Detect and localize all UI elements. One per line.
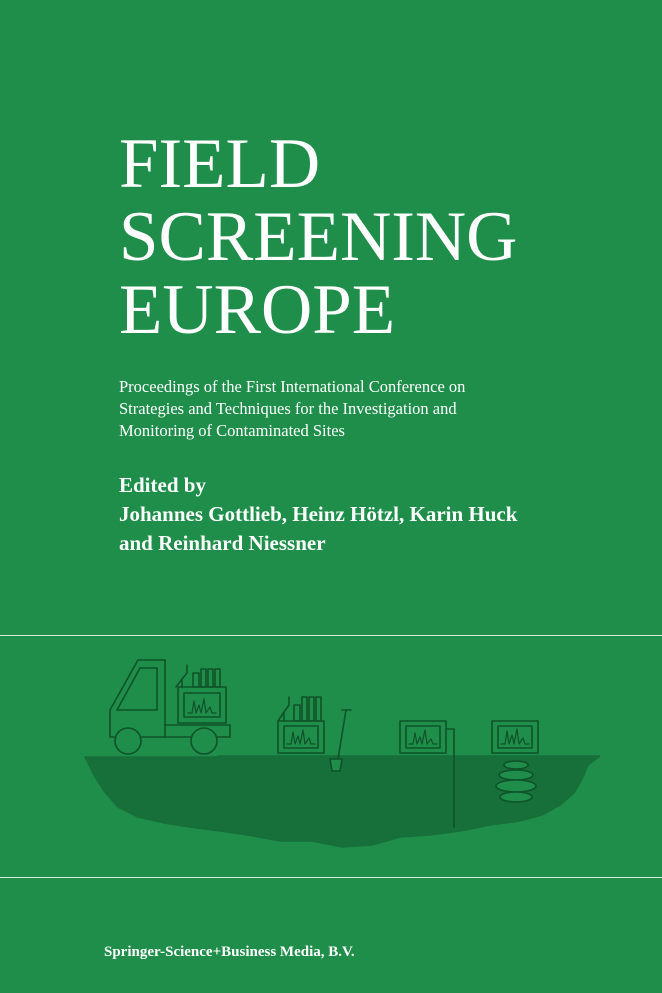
truck-icon [110, 660, 230, 754]
editors-block [119, 471, 517, 558]
book-subtitle [119, 376, 589, 442]
title-line: EUROPE [119, 271, 396, 349]
divider-bottom [0, 877, 662, 878]
analyzer-station-icon [278, 697, 324, 753]
subtitle-line: Monitoring of Contaminated Sites [119, 421, 345, 440]
field-screening-illustration [80, 655, 600, 855]
divider-top [0, 635, 662, 636]
subtitle-line: Proceedings of the First International Conference on [119, 377, 466, 396]
subtitle-line: Strategies and Techniques for the Investigation and [119, 399, 457, 418]
editors-line: Edited by [119, 473, 206, 497]
book-title [119, 125, 518, 349]
publisher-name: Springer-Science+Business Media, B.V. [104, 944, 355, 960]
editors-line: and Reinhard Niessner [119, 531, 326, 555]
title-line: FIELD [119, 125, 321, 203]
title-line: SCREENING [119, 198, 518, 276]
editors-line: Johannes Gottlieb, Heinz Hötzl, Karin Huck [119, 502, 518, 526]
